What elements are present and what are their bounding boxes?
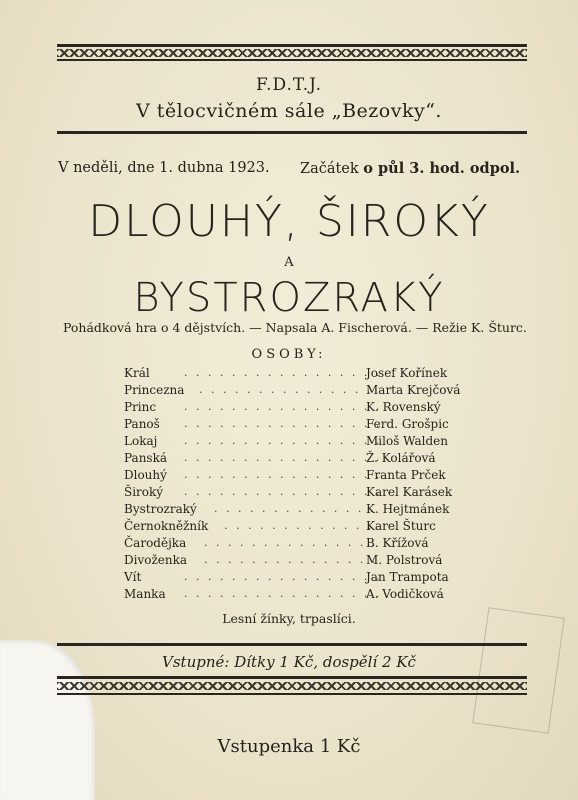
cast-row bbox=[124, 434, 484, 451]
cast-actor: Karel Šturc bbox=[366, 519, 436, 533]
cast-role: Vít bbox=[124, 570, 142, 584]
dot-leader: . . . . . . . . . . . . . . . . . bbox=[184, 570, 382, 583]
dot-leader: . . . . . . . . . . . . . . . . . bbox=[184, 400, 382, 413]
cast-row bbox=[124, 366, 484, 383]
top-rule-lower bbox=[57, 59, 527, 61]
cast-row bbox=[124, 485, 484, 502]
bottom-rule bbox=[57, 693, 527, 695]
bottom-ornament-border bbox=[57, 682, 527, 690]
cast-actor: K. Hejtmánek bbox=[366, 502, 450, 516]
cast-role: Panská bbox=[124, 451, 168, 465]
cast-row bbox=[124, 451, 484, 468]
dot-leader: . . . . . . . . . . . . . . . . . bbox=[184, 468, 382, 481]
dot-leader: . . . . . . . . . . . . . bbox=[224, 519, 374, 532]
cast-actor: Ž. Kolářová bbox=[366, 451, 436, 465]
organization: F.D.T.J. bbox=[255, 75, 323, 95]
cast-actor: Franta Prček bbox=[366, 468, 446, 482]
cast-row bbox=[124, 468, 484, 485]
cast-role: Divoženka bbox=[124, 553, 188, 567]
cast-row bbox=[124, 553, 484, 570]
cast-row bbox=[124, 383, 484, 400]
cast-row bbox=[124, 502, 484, 519]
cast-actor: Karel Karásek bbox=[366, 485, 453, 499]
dot-leader: . . . . . . . . . . . . . . . bbox=[204, 553, 378, 566]
dot-leader: . . . . . . . . . . . . . . . bbox=[204, 536, 378, 549]
title-conjunction: A bbox=[284, 255, 294, 270]
venue: V tělocvičném sále „Bezovky“. bbox=[136, 100, 442, 122]
cast-role: Panoš bbox=[124, 417, 160, 431]
dot-leader: . . . . . . . . . . . . . . . bbox=[199, 383, 373, 396]
start-label: Začátek bbox=[300, 161, 359, 177]
cast-actor: Marta Krejčová bbox=[366, 383, 461, 397]
dot-leader: . . . . . . . . . . . . . . . . . bbox=[184, 366, 382, 379]
cast-role: Princ bbox=[124, 400, 157, 414]
cast-role: Lokaj bbox=[124, 434, 158, 448]
cast-row bbox=[124, 400, 484, 417]
event-date: V neděli, dne 1. dubna 1923. bbox=[58, 160, 270, 176]
top-ornament-border bbox=[57, 49, 527, 57]
dot-leader: . . . . . . . . . . . . . . bbox=[214, 502, 376, 515]
dot-leader: . . . . . . . . . . . . . . . . . bbox=[184, 587, 382, 600]
cast-actor: A. Vodičková bbox=[366, 587, 444, 601]
cast-role: Čarodějka bbox=[124, 536, 187, 550]
cast-row bbox=[124, 570, 484, 587]
cast-role: Manka bbox=[124, 587, 166, 601]
cast-actor: Josef Kořínek bbox=[366, 366, 448, 380]
cast-role: Široký bbox=[124, 485, 164, 499]
cast-actor: M. Polstrová bbox=[366, 553, 443, 567]
cast-row bbox=[124, 519, 484, 536]
admission-rule-bottom bbox=[57, 676, 527, 679]
cast-row bbox=[124, 536, 484, 553]
cast-actor: B. Křížová bbox=[366, 536, 429, 550]
dot-leader: . . . . . . . . . . . . . . . . . bbox=[184, 417, 382, 430]
cast-actor: Miloš Walden bbox=[366, 434, 448, 448]
dot-leader: . . . . . . . . . . . . . . . . . bbox=[184, 451, 382, 464]
event-start bbox=[300, 160, 520, 177]
admission-prices: Vstupné: Dítky 1 Kč, dospělí 2 Kč bbox=[162, 653, 416, 671]
play-title-line1: DLOUHÝ, ŠIROKÝ bbox=[88, 196, 490, 247]
play-title-line2: BYSTROZRAKÝ bbox=[133, 275, 445, 321]
cast-role: Bystrozraký bbox=[124, 502, 197, 516]
cast-heading: OSOBY: bbox=[251, 347, 327, 362]
cast-row bbox=[124, 587, 484, 604]
ticket-price: Vstupenka 1 Kč bbox=[217, 736, 361, 757]
cast-actor: K. Rovenský bbox=[366, 400, 441, 414]
cast-role: Král bbox=[124, 366, 150, 380]
cast-actor: Jan Trampota bbox=[366, 570, 449, 584]
extras-note: Lesní žínky, trpaslíci. bbox=[222, 611, 356, 626]
cast-role: Princezna bbox=[124, 383, 185, 397]
dot-leader: . . . . . . . . . . . . . . . . . bbox=[184, 485, 382, 498]
admission-rule-top bbox=[57, 643, 527, 646]
cast-list bbox=[124, 366, 484, 604]
cast-role: Dlouhý bbox=[124, 468, 167, 482]
top-rule bbox=[57, 44, 527, 47]
cast-row bbox=[124, 417, 484, 434]
play-subtitle: Pohádková hra o 4 dějstvích. — Napsala A. Fischerová. — Režie K. Šturc. bbox=[63, 320, 527, 335]
cast-actor: Ferd. Grošpic bbox=[366, 417, 449, 431]
header-rule bbox=[57, 131, 527, 134]
cast-role: Černokněžník bbox=[124, 519, 209, 533]
dot-leader: . . . . . . . . . . . . . . . . . bbox=[184, 434, 382, 447]
start-time: o půl 3. hod. odpol. bbox=[363, 160, 521, 177]
